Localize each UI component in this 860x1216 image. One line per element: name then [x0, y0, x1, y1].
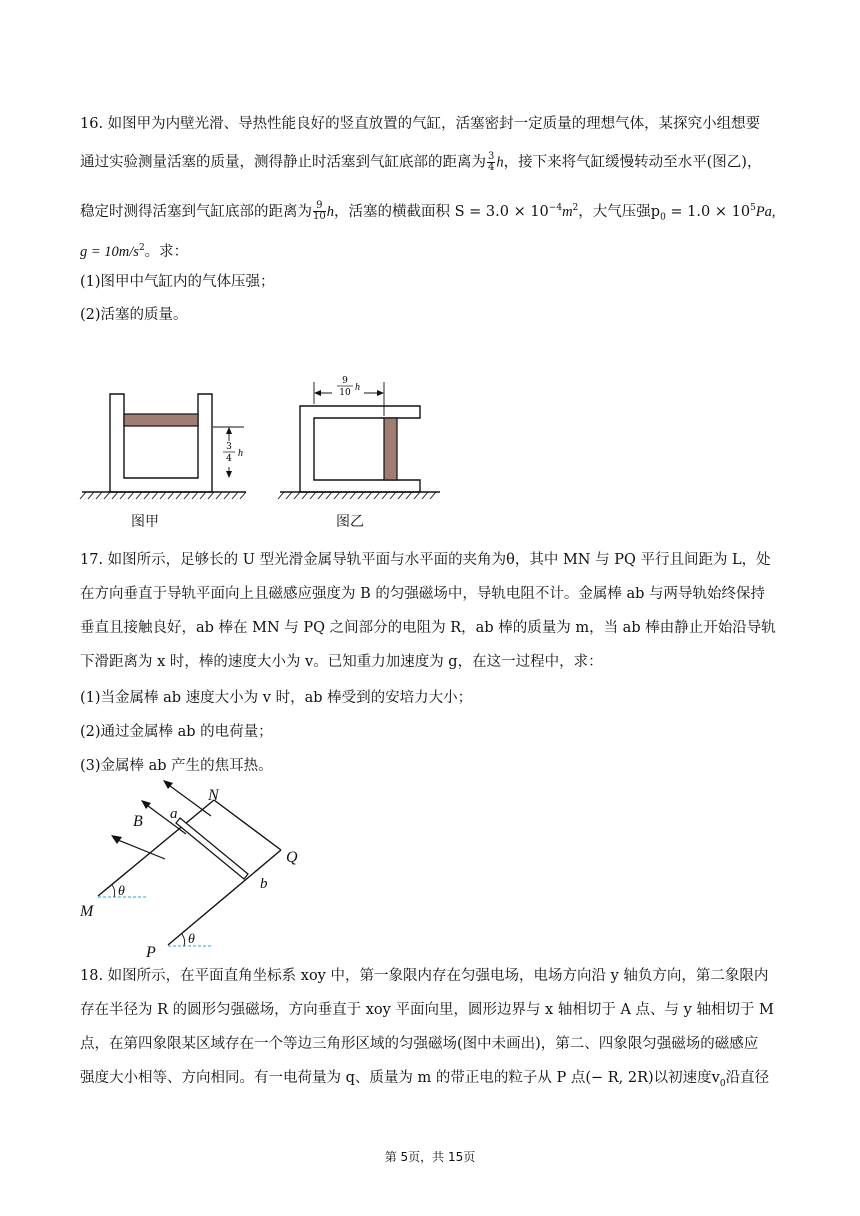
ground-hatch-a — [80, 492, 246, 499]
caption-figure-b: 图乙 — [336, 514, 364, 530]
q17-line-4: 下滑距离为 x 时，棒的速度大小为 v。已知重力加速度为 g，在这一过程中，求： — [80, 654, 603, 670]
rail-PQ — [168, 850, 281, 945]
q16-line-5: (1)图甲中气缸内的气体压强； — [80, 274, 275, 290]
rails-figure — [98, 800, 281, 945]
dim-h-b: h — [355, 382, 360, 393]
label-P: P — [146, 944, 156, 961]
dim-num-9: 9 — [342, 376, 348, 386]
label-M: M — [80, 903, 94, 920]
rail-MN — [98, 800, 214, 896]
q16-line-1: 16. 如图甲为内壁光滑、导热性能良好的竖直放置的气缸，活塞密封一定质量的理想气体，某探究小组想要 — [80, 116, 761, 132]
label-N: N — [208, 787, 219, 804]
q16-line-6: (2)活塞的质量。 — [80, 307, 188, 323]
q16-line-2: 通过实验测量活塞的质量，测得静止时活塞到气缸底部的距离为 $\frac{3}{4}$ h，接下来将气缸缓慢转动至水平(图乙)， — [80, 151, 762, 173]
dim-num-3: 3 — [226, 442, 232, 452]
label-a: a — [170, 806, 178, 822]
q17-line-6: (2)通过金属棒 ab 的电荷量； — [80, 724, 273, 740]
q17-line-2: 在方向垂直于导轨平面向上且磁感应强度为 B 的匀强磁场中，导轨电阻不计。金属棒 ab 与两导轨始终保持 — [80, 586, 766, 602]
caption-figure-a: 图甲 — [131, 514, 159, 530]
cylinder-horizontal — [300, 406, 420, 492]
cylinder-vertical — [110, 394, 212, 492]
q16-line-3: 稳定时测得活塞到气缸底部的距离为 $\frac{9}{10}$ h，活塞的横截面积 $S = 3.0 \times 10^{-4}m^2$，大气压强$p_0 = 1.0 \times 10^5Pa$, — [80, 200, 776, 223]
fraction-3-4: $\frac{3}{4}$ — [488, 151, 495, 173]
field-arrows — [111, 780, 211, 859]
q18-line-2: 存在半径为 R 的圆形匀强磁场，方向垂直于 xoy 平面向里，圆形边界与 x 轴相切于 A 点、与 y 轴相切于 M — [80, 1002, 774, 1018]
label-Q: Q — [286, 849, 298, 866]
dim-den-10: 10 — [339, 388, 351, 398]
label-theta-2: θ — [188, 932, 195, 947]
dim-h-a: h — [238, 448, 243, 459]
page-footer: 第 5页，共 15页 — [384, 1150, 476, 1164]
dim-den-4: 4 — [226, 454, 232, 464]
rod-ab — [176, 818, 248, 879]
q16-line-4: $g = 10m/s^2$。求： — [80, 243, 189, 260]
fraction-9-10: $\frac{9}{10}$ — [313, 200, 326, 223]
q17-line-3: 垂直且接触良好，ab 棒在 MN 与 PQ 之间部分的电阻为 R，ab 棒的质量为 m，当 ab 棒由静止开始沿导轨 — [80, 620, 776, 636]
label-theta-1: θ — [118, 884, 125, 899]
q17-line-5: (1)当金属棒 ab 速度大小为 v 时，ab 棒受到的安培力大小； — [80, 690, 473, 706]
label-B: B — [133, 813, 143, 830]
piston-horizontal — [384, 418, 397, 480]
q17-line-7: (3)金属棒 ab 产生的焦耳热。 — [80, 758, 273, 774]
label-b: b — [260, 876, 268, 892]
q17-line-1: 17. 如图所示，足够长的 U 型光滑金属导轨平面与水平面的夹角为θ，其中 MN 与 PQ 平行且间距为 L，处 — [80, 552, 771, 568]
q18-line-1: 18. 如图所示，在平面直角坐标系 xoy 中，第一象限内存在匀强电场，电场方向沿 y 轴负方向，第二象限内 — [80, 968, 769, 984]
q18-line-4: 强度大小相等、方向相同。有一电荷量为 q、质量为 m 的带正电的粒子从 P 点(− R, 2R)以初速度$v_0$沿直径 — [80, 1070, 770, 1089]
rail-top — [214, 800, 281, 850]
q18-line-3: 点，在第四象限某区域存在一个等边三角形区域的匀强磁场(图中未画出)，第二、四象限匀强磁场的磁感应 — [80, 1036, 759, 1052]
piston-vertical — [124, 414, 198, 426]
ground-hatch-b — [278, 492, 436, 499]
